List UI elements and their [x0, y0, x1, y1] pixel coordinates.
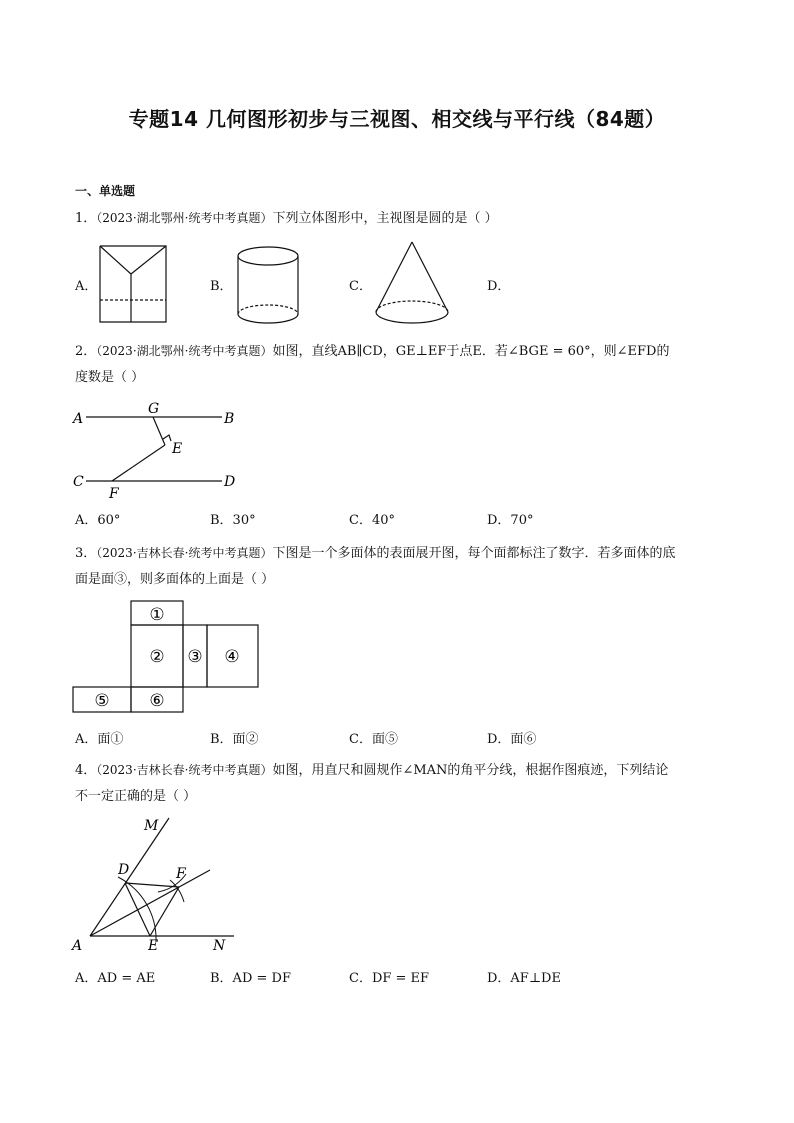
face-3-label: ③ [187, 647, 203, 667]
option-b: B．面② [210, 732, 259, 747]
option-b: B．30° [210, 513, 256, 528]
question-2-stem [75, 338, 725, 391]
page-title: 专题14 几何图形初步与三视图、相交线与平行线（84题） [128, 107, 666, 131]
question-text: 下列立体图形中，主视图是圆的是（ ） [272, 211, 498, 226]
point-label-e: E [172, 441, 183, 457]
parallel-lines-figure [70, 398, 250, 502]
question-text-line-2: 面是面③，则多面体的上面是（ ） [75, 572, 275, 587]
point-label-m: M [144, 818, 159, 834]
face-5-label: ⑤ [94, 691, 110, 711]
question-source: （2023·吉林长春·统考中考真题） [96, 546, 273, 560]
option-c: C．面⑤ [349, 732, 398, 747]
option-b: B．AD = DF [210, 971, 291, 986]
point-label-e: E [148, 938, 159, 954]
cube-net-figure [70, 598, 262, 716]
question-3-stem [75, 540, 725, 593]
option-d: D．面⑥ [487, 732, 537, 747]
option-b-label: B． [210, 279, 233, 294]
point-label-b: B [224, 411, 235, 427]
question-number: 4． [75, 763, 97, 778]
cylinder-figure [234, 244, 304, 328]
option-c-label: C． [349, 279, 372, 294]
triangular-prism-figure [94, 242, 174, 328]
question-4-stem [75, 757, 725, 810]
option-d-label: D． [487, 279, 511, 294]
question-text-line-1: 如图，用直尺和圆规作∠MAN的角平分线，根据作图痕迹，下列结论 [272, 763, 669, 778]
question-number: 3． [75, 546, 97, 561]
option-a-label: A． [75, 279, 98, 294]
point-label-n: N [213, 938, 226, 954]
point-label-g: G [148, 401, 160, 417]
point-label-d: D [224, 474, 236, 490]
cone-figure [372, 238, 454, 330]
option-a: A．面① [75, 732, 124, 747]
point-label-c: C [73, 474, 84, 490]
option-d: D．AF⊥DE [487, 971, 561, 986]
question-text-line-1: 如图，直线AB∥CD，GE⊥EF于点E．若∠BGE = 60°，则∠EFD的 [272, 344, 670, 359]
question-number: 2． [75, 344, 97, 359]
option-a: A．60° [75, 513, 121, 528]
question-1-stem [75, 205, 725, 232]
face-6-label: ⑥ [149, 691, 165, 711]
angle-bisector-figure [66, 812, 242, 958]
option-a: A．AD = AE [75, 971, 156, 986]
option-c: C．40° [349, 513, 395, 528]
face-2-label: ② [149, 647, 165, 667]
question-source: （2023·湖北鄂州·统考中考真题） [96, 344, 273, 358]
option-c: C．DF = EF [349, 971, 430, 986]
face-1-label: ① [149, 605, 165, 625]
question-source: （2023·吉林长春·统考中考真题） [96, 763, 273, 777]
point-label-f: F [109, 486, 119, 502]
point-label-a: A [73, 411, 84, 427]
option-d: D．70° [487, 513, 534, 528]
question-text-line-1: 下图是一个多面体的表面展开图，每个面都标注了数字．若多面体的底 [272, 546, 676, 561]
question-text-line-2: 不一定正确的是（ ） [75, 789, 197, 804]
section-heading: 一、单选题 [75, 184, 136, 198]
face-4-label: ④ [224, 647, 240, 667]
point-label-d: D [118, 862, 130, 878]
point-label-f: F [176, 866, 186, 882]
question-text-line-2: 度数是（ ） [75, 370, 145, 385]
question-number: 1． [75, 211, 97, 226]
question-source: （2023·湖北鄂州·统考中考真题） [96, 211, 273, 225]
point-label-a: A [72, 938, 83, 954]
